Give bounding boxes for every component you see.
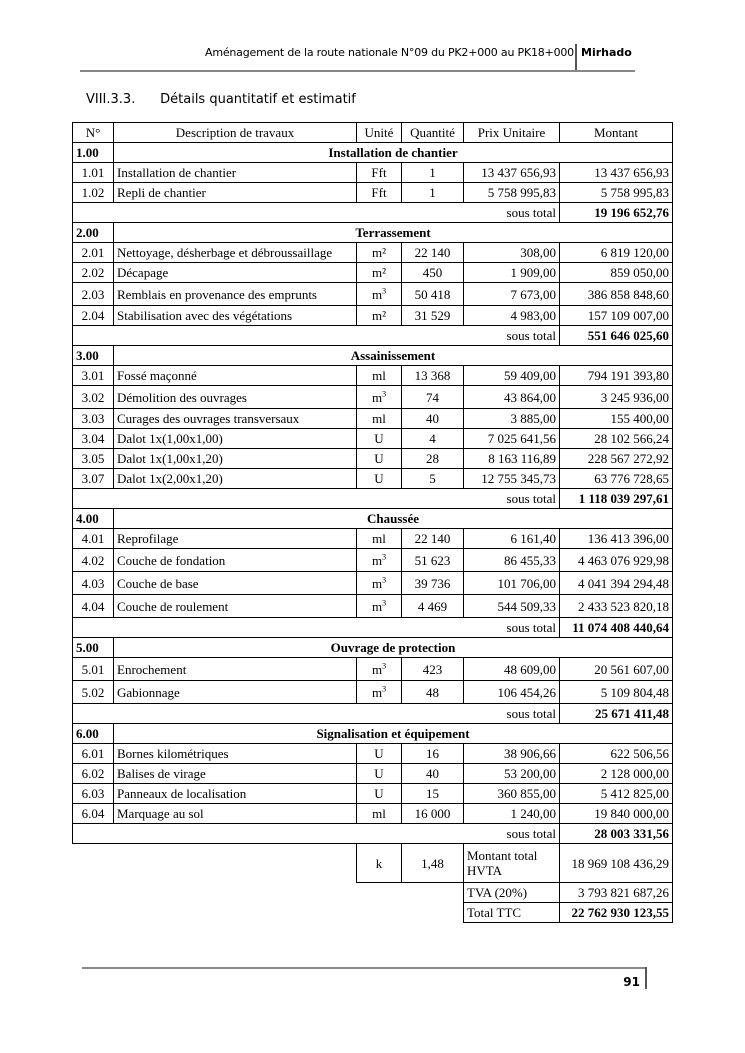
item-number: 2.03 [73, 283, 114, 306]
subtotal-row [73, 203, 673, 223]
item-amount: 136 413 396,00 [560, 529, 673, 549]
item-quantity: 5 [402, 469, 464, 489]
item-amount: 5 109 804,48 [560, 681, 673, 704]
col-header-amount: Montant [560, 123, 673, 143]
item-quantity: 16 [402, 744, 464, 764]
item-number: 2.04 [73, 306, 114, 326]
item-number: 3.01 [73, 366, 114, 386]
tva-row [73, 883, 673, 903]
item-description: Décapage [114, 263, 357, 283]
footer-rule [82, 967, 645, 969]
item-unit [357, 429, 402, 449]
item-quantity: 13 368 [402, 366, 464, 386]
item-quantity: 74 [402, 386, 464, 409]
totals-spacer [73, 844, 357, 883]
item-amount: 794 191 393,80 [560, 366, 673, 386]
item-unit [357, 366, 402, 386]
unit-text: U [374, 471, 384, 486]
item-quantity: 48 [402, 681, 464, 704]
unit-exponent: 3 [382, 684, 387, 694]
item-number: 3.03 [73, 409, 114, 429]
item-number: 5.02 [73, 681, 114, 704]
item-unit [357, 243, 402, 263]
group-code: 4.00 [73, 509, 114, 529]
item-quantity: 4 469 [402, 595, 464, 618]
group-title: Installation de chantier [114, 143, 673, 163]
item-number: 6.04 [73, 804, 114, 824]
item-quantity: 450 [402, 263, 464, 283]
group-title: Ouvrage de protection [114, 638, 673, 658]
table-row [73, 283, 673, 306]
item-unit [357, 283, 402, 306]
unit-text: ml [372, 368, 386, 383]
unit-text: m² [371, 308, 386, 323]
unit-text: m [371, 661, 383, 677]
item-quantity: 40 [402, 409, 464, 429]
item-number: 6.03 [73, 784, 114, 804]
group-code: 5.00 [73, 638, 114, 658]
subtotal-row [73, 326, 673, 346]
item-quantity: 40 [402, 764, 464, 784]
group-title: Assainissement [114, 346, 673, 366]
col-header-desc: Description de travaux [114, 123, 357, 143]
unit-exponent: 3 [382, 598, 387, 608]
item-number: 4.04 [73, 595, 114, 618]
item-amount: 386 858 848,60 [560, 283, 673, 306]
item-unit-price: 43 864,00 [464, 386, 560, 409]
item-description: Couche de fondation [114, 549, 357, 572]
item-quantity: 22 140 [402, 243, 464, 263]
item-quantity: 50 418 [402, 283, 464, 306]
item-number: 4.02 [73, 549, 114, 572]
item-quantity: 423 [402, 658, 464, 681]
item-amount: 19 840 000,00 [560, 804, 673, 824]
item-amount: 5 758 995,83 [560, 183, 673, 203]
item-unit-price: 3 885,00 [464, 409, 560, 429]
item-amount: 859 050,00 [560, 263, 673, 283]
group-header-row [73, 346, 673, 366]
col-header-no: N° [73, 123, 114, 143]
item-description: Bornes kilométriques [114, 744, 357, 764]
subtotal-value: 28 003 331,56 [560, 824, 673, 844]
subtotal-value: 1 118 039 297,61 [560, 489, 673, 509]
group-title: Signalisation et équipement [114, 724, 673, 744]
unit-text: U [374, 766, 384, 781]
item-quantity: 22 140 [402, 529, 464, 549]
item-unit [357, 409, 402, 429]
subtotal-label: sous total [73, 326, 560, 346]
table-row [73, 529, 673, 549]
item-number: 4.01 [73, 529, 114, 549]
group-header-row [73, 724, 673, 744]
group-header-row [73, 509, 673, 529]
item-unit [357, 572, 402, 595]
totals-block [73, 844, 673, 923]
item-amount: 2 433 523 820,18 [560, 595, 673, 618]
unit-text: m [371, 575, 383, 591]
table-row [73, 183, 673, 203]
table-row [73, 658, 673, 681]
group-code: 3.00 [73, 346, 114, 366]
table-row [73, 744, 673, 764]
group-code: 2.00 [73, 223, 114, 243]
table-row [73, 306, 673, 326]
item-unit [357, 804, 402, 824]
item-number: 4.03 [73, 572, 114, 595]
item-unit-price: 7 673,00 [464, 283, 560, 306]
subtotal-row [73, 704, 673, 724]
table-row [73, 784, 673, 804]
item-unit [357, 784, 402, 804]
item-unit [357, 449, 402, 469]
unit-text: U [374, 746, 384, 761]
group-title: Chaussée [114, 509, 673, 529]
group-code: 1.00 [73, 143, 114, 163]
header-divider [575, 44, 577, 70]
table-row [73, 572, 673, 595]
section-number: VIII.3.3. [86, 92, 136, 107]
item-unit-price: 4 983,00 [464, 306, 560, 326]
item-unit-price: 1 240,00 [464, 804, 560, 824]
table-row [73, 764, 673, 784]
table-row [73, 449, 673, 469]
item-quantity: 4 [402, 429, 464, 449]
item-description: Démolition des ouvrages [114, 386, 357, 409]
hvta-label: Montant total HVTA [464, 844, 560, 883]
unit-text: ml [372, 531, 386, 546]
header-rule [80, 70, 635, 72]
item-number: 3.07 [73, 469, 114, 489]
item-description: Enrochement [114, 658, 357, 681]
unit-exponent: 3 [382, 286, 387, 296]
subtotal-row [73, 824, 673, 844]
section-title: Détails quantitatif et estimatif [160, 92, 356, 107]
unit-text: ml [372, 806, 386, 821]
item-number: 6.01 [73, 744, 114, 764]
item-number: 1.01 [73, 163, 114, 183]
item-quantity: 16 000 [402, 804, 464, 824]
subtotal-value: 551 646 025,60 [560, 326, 673, 346]
k-value: 1,48 [402, 844, 464, 883]
item-quantity: 51 623 [402, 549, 464, 572]
item-unit-price: 8 163 116,89 [464, 449, 560, 469]
unit-exponent: 3 [382, 552, 387, 562]
col-header-unit: Unité [357, 123, 402, 143]
item-number: 6.02 [73, 764, 114, 784]
group-code: 6.00 [73, 724, 114, 744]
unit-text: m² [371, 245, 386, 260]
item-number: 1.02 [73, 183, 114, 203]
item-unit-price: 106 454,26 [464, 681, 560, 704]
item-unit-price: 7 025 641,56 [464, 429, 560, 449]
tva-label: TVA (20%) [464, 883, 560, 903]
unit-text: m [371, 389, 383, 405]
item-unit-price: 1 909,00 [464, 263, 560, 283]
item-amount: 20 561 607,00 [560, 658, 673, 681]
item-unit [357, 764, 402, 784]
item-number: 5.01 [73, 658, 114, 681]
item-description: Repli de chantier [114, 183, 357, 203]
item-amount: 155 400,00 [560, 409, 673, 429]
section-heading [86, 92, 356, 107]
table-row [73, 595, 673, 618]
estimate-table-body [73, 123, 673, 844]
subtotal-label: sous total [73, 824, 560, 844]
hvta-row [73, 844, 673, 883]
item-unit [357, 529, 402, 549]
col-header-price: Prix Unitaire [464, 123, 560, 143]
running-header-author: Mirhado [581, 46, 632, 59]
item-amount: 13 437 656,93 [560, 163, 673, 183]
item-description: Gabionnage [114, 681, 357, 704]
item-unit [357, 469, 402, 489]
item-unit-price: 86 455,33 [464, 549, 560, 572]
item-description: Dalot 1x(1,00x1,20) [114, 449, 357, 469]
ttc-row [73, 903, 673, 923]
group-header-row [73, 223, 673, 243]
item-unit [357, 163, 402, 183]
item-unit-price: 6 161,40 [464, 529, 560, 549]
unit-text: U [374, 786, 384, 801]
item-unit [357, 263, 402, 283]
table-row [73, 409, 673, 429]
item-amount: 4 041 394 294,48 [560, 572, 673, 595]
item-number: 3.04 [73, 429, 114, 449]
item-number: 3.05 [73, 449, 114, 469]
item-quantity: 15 [402, 784, 464, 804]
item-description: Nettoyage, désherbage et débroussaillage [114, 243, 357, 263]
item-unit-price: 48 609,00 [464, 658, 560, 681]
table-row [73, 469, 673, 489]
subtotal-label: sous total [73, 489, 560, 509]
item-number: 2.01 [73, 243, 114, 263]
group-title: Terrassement [114, 223, 673, 243]
item-amount: 6 819 120,00 [560, 243, 673, 263]
item-unit-price: 5 758 995,83 [464, 183, 560, 203]
page-number: 91 [623, 975, 640, 989]
item-unit [357, 595, 402, 618]
col-header-qty: Quantité [402, 123, 464, 143]
item-unit [357, 306, 402, 326]
item-unit-price: 544 509,33 [464, 595, 560, 618]
item-amount: 3 245 936,00 [560, 386, 673, 409]
table-row [73, 163, 673, 183]
item-description: Installation de chantier [114, 163, 357, 183]
item-amount: 4 463 076 929,98 [560, 549, 673, 572]
item-number: 2.02 [73, 263, 114, 283]
item-description: Dalot 1x(1,00x1,00) [114, 429, 357, 449]
item-unit [357, 386, 402, 409]
item-quantity: 31 529 [402, 306, 464, 326]
subtotal-row [73, 618, 673, 638]
ttc-value: 22 762 930 123,55 [560, 903, 673, 923]
item-description: Couche de roulement [114, 595, 357, 618]
item-unit [357, 658, 402, 681]
unit-text: U [374, 451, 384, 466]
item-amount: 63 776 728,65 [560, 469, 673, 489]
item-description: Balises de virage [114, 764, 357, 784]
item-unit-price: 101 706,00 [464, 572, 560, 595]
item-amount: 2 128 000,00 [560, 764, 673, 784]
totals-spacer [73, 883, 464, 903]
item-description: Stabilisation avec des végétations [114, 306, 357, 326]
k-label: k [357, 844, 402, 883]
unit-exponent: 3 [382, 575, 387, 585]
item-amount: 622 506,56 [560, 744, 673, 764]
unit-text: U [374, 431, 384, 446]
item-unit-price: 59 409,00 [464, 366, 560, 386]
item-unit-price: 53 200,00 [464, 764, 560, 784]
item-description: Fossé maçonné [114, 366, 357, 386]
table-row [73, 243, 673, 263]
table-header-row [73, 123, 673, 143]
item-description: Reprofilage [114, 529, 357, 549]
subtotal-label: sous total [73, 203, 560, 223]
table-row [73, 263, 673, 283]
item-number: 3.02 [73, 386, 114, 409]
item-amount: 28 102 566,24 [560, 429, 673, 449]
item-quantity: 1 [402, 163, 464, 183]
table-row [73, 366, 673, 386]
item-quantity: 28 [402, 449, 464, 469]
unit-text: ml [372, 411, 386, 426]
subtotal-value: 11 074 408 440,64 [560, 618, 673, 638]
unit-text: m [371, 286, 383, 302]
group-header-row [73, 143, 673, 163]
item-unit [357, 549, 402, 572]
item-description: Couche de base [114, 572, 357, 595]
subtotal-value: 19 196 652,76 [560, 203, 673, 223]
unit-text: Fft [371, 185, 387, 200]
item-unit [357, 183, 402, 203]
item-amount: 157 109 007,00 [560, 306, 673, 326]
running-header-title: Aménagement de la route nationale N°09 du PK2+000 au PK18+000 [205, 46, 574, 59]
item-unit-price: 13 437 656,93 [464, 163, 560, 183]
unit-text: m² [371, 265, 386, 280]
unit-text: Fft [371, 165, 387, 180]
estimate-table [72, 122, 673, 923]
item-description: Remblais en provenance des emprunts [114, 283, 357, 306]
subtotal-label: sous total [73, 704, 560, 724]
item-description: Panneaux de localisation [114, 784, 357, 804]
item-quantity: 1 [402, 183, 464, 203]
subtotal-row [73, 489, 673, 509]
footer-divider [645, 967, 647, 989]
subtotal-value: 25 671 411,48 [560, 704, 673, 724]
item-amount: 5 412 825,00 [560, 784, 673, 804]
item-amount: 228 567 272,92 [560, 449, 673, 469]
item-unit [357, 744, 402, 764]
table-row [73, 386, 673, 409]
subtotal-label: sous total [73, 618, 560, 638]
hvta-value: 18 969 108 436,29 [560, 844, 673, 883]
table-row [73, 681, 673, 704]
unit-text: m [371, 684, 383, 700]
table-row [73, 549, 673, 572]
unit-text: m [371, 552, 383, 568]
item-quantity: 39 736 [402, 572, 464, 595]
table-row [73, 429, 673, 449]
item-unit [357, 681, 402, 704]
table-row [73, 804, 673, 824]
item-description: Dalot 1x(2,00x1,20) [114, 469, 357, 489]
item-unit-price: 12 755 345,73 [464, 469, 560, 489]
item-unit-price: 360 855,00 [464, 784, 560, 804]
item-description: Curages des ouvrages transversaux [114, 409, 357, 429]
item-unit-price: 308,00 [464, 243, 560, 263]
group-header-row [73, 638, 673, 658]
unit-text: m [371, 598, 383, 614]
unit-exponent: 3 [382, 389, 387, 399]
totals-spacer [73, 903, 464, 923]
item-description: Marquage au sol [114, 804, 357, 824]
tva-value: 3 793 821 687,26 [560, 883, 673, 903]
item-unit-price: 38 906,66 [464, 744, 560, 764]
ttc-label: Total TTC [464, 903, 560, 923]
unit-exponent: 3 [382, 661, 387, 671]
